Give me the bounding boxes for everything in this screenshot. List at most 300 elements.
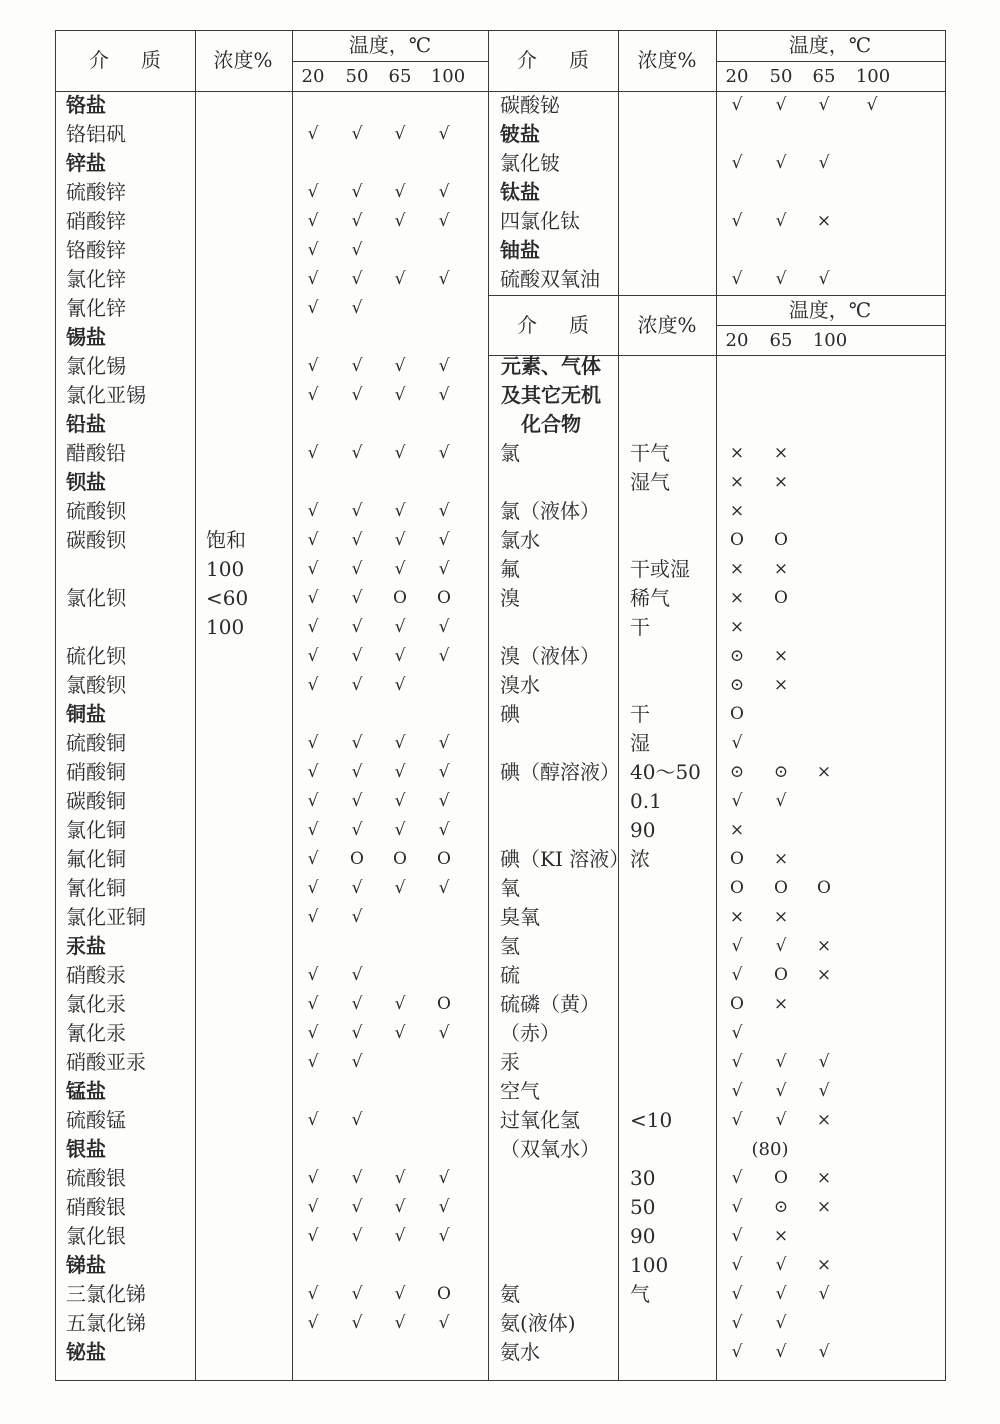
concentration-cell: 饱和 [206, 528, 246, 552]
rating-mark: √ [307, 588, 319, 608]
rating-mark: √ [307, 1284, 319, 1304]
concentration-cell: 浓 [630, 847, 650, 871]
rating-mark: √ [351, 211, 363, 231]
rating-mark: √ [775, 791, 787, 811]
table-row [55, 1106, 488, 1135]
section2-concentration-header: 浓度% [637, 313, 697, 337]
rating-mark: √ [307, 1110, 319, 1130]
rating-mark: √ [731, 1052, 743, 1072]
medium-cell: 硝酸汞 [66, 963, 126, 987]
table-row [488, 1106, 945, 1135]
rating-mark: O [774, 588, 788, 608]
category-label: 钛盐 [500, 180, 540, 204]
rating-mark: √ [351, 1313, 363, 1333]
rating-mark: √ [866, 95, 878, 115]
rating-mark: × [816, 1110, 832, 1130]
rating-mark: √ [307, 1197, 319, 1217]
medium-cell: 硫化钡 [66, 644, 126, 668]
table-row [488, 149, 945, 178]
rating-mark: √ [307, 762, 319, 782]
table-rule [716, 325, 945, 326]
rating-mark: O [393, 588, 407, 608]
rating-mark: √ [307, 675, 319, 695]
rating-mark: √ [775, 936, 787, 956]
table-row [488, 1193, 945, 1222]
rating-mark: √ [394, 646, 406, 666]
rating-mark: O [817, 878, 831, 898]
table-rule [945, 30, 946, 1381]
table-row [55, 1164, 488, 1193]
rating-mark: √ [351, 385, 363, 405]
table-rule [55, 30, 946, 31]
rating-mark: √ [351, 1284, 363, 1304]
rating-mark: √ [818, 1081, 830, 1101]
rating-mark: O [437, 849, 451, 869]
rating-mark: √ [731, 1197, 743, 1217]
rating-mark: √ [307, 530, 319, 550]
medium-cell: 碘（醇溶液） [500, 760, 620, 784]
category-label: 锡盐 [66, 325, 106, 349]
rating-mark: √ [351, 530, 363, 550]
table-row [488, 91, 945, 120]
section2-medium-header: 介 质 [517, 313, 595, 337]
rating-mark: √ [438, 646, 450, 666]
medium-cell: 五氯化锑 [66, 1311, 146, 1335]
table-row [55, 1019, 488, 1048]
rating-mark: √ [394, 385, 406, 405]
rating-mark: × [816, 1168, 832, 1188]
table-row [488, 497, 945, 526]
table-row [55, 961, 488, 990]
rating-mark: √ [351, 1110, 363, 1130]
rating-mark: O [393, 849, 407, 869]
rating-mark: √ [438, 1023, 450, 1043]
rating-mark: √ [394, 269, 406, 289]
rating-mark: √ [394, 182, 406, 202]
table-row [55, 1309, 488, 1338]
table-row [55, 758, 488, 787]
table-row [488, 1164, 945, 1193]
table-row [55, 410, 488, 439]
rating-mark: √ [818, 95, 830, 115]
left-medium-header: 介 质 [89, 48, 167, 72]
table-row [55, 990, 488, 1019]
rating-mark: √ [307, 559, 319, 579]
rating-mark: √ [731, 1255, 743, 1275]
rating-mark: O [730, 849, 744, 869]
table-row [488, 845, 945, 874]
category-label: 铬盐 [66, 93, 106, 117]
medium-cell: 空气 [500, 1079, 540, 1103]
rating-mark: √ [394, 1284, 406, 1304]
table-row [55, 468, 488, 497]
medium-cell: 碘 [500, 702, 520, 726]
medium-cell: 三氯化锑 [66, 1282, 146, 1306]
medium-cell: 氯 [500, 441, 520, 465]
rating-mark: √ [394, 443, 406, 463]
medium-cell: 氯化银 [66, 1224, 126, 1248]
medium-cell: 氯（液体） [500, 499, 600, 523]
section2-temp-100: 100 [812, 330, 848, 351]
rating-mark: √ [351, 501, 363, 521]
table-row [488, 990, 945, 1019]
rating-mark: √ [775, 1313, 787, 1333]
rating-mark: √ [731, 95, 743, 115]
concentration-cell: 湿 [630, 731, 650, 755]
rating-mark: O [730, 994, 744, 1014]
rating-mark: √ [394, 530, 406, 550]
rating-mark: √ [307, 617, 319, 637]
category-label: 银盐 [66, 1137, 106, 1161]
concentration-cell: <10 [630, 1108, 673, 1132]
category-label: 铅盐 [66, 412, 106, 436]
medium-cell: 硫酸钡 [66, 499, 126, 523]
section2-temp-65: 65 [769, 330, 793, 351]
table-row [55, 787, 488, 816]
table-row [55, 91, 488, 120]
table-row [55, 236, 488, 265]
table-row [488, 758, 945, 787]
rating-mark: √ [438, 559, 450, 579]
rating-mark: × [816, 1255, 832, 1275]
medium-cell: 硝酸锌 [66, 209, 126, 233]
rating-mark: √ [438, 385, 450, 405]
table-row [488, 352, 945, 381]
rating-mark: √ [394, 1023, 406, 1043]
rating-mark: √ [775, 1081, 787, 1101]
rating-mark: √ [351, 1197, 363, 1217]
rating-mark: √ [394, 1197, 406, 1217]
left-temp-50: 50 [345, 66, 369, 87]
rating-mark: √ [394, 501, 406, 521]
table-row [488, 903, 945, 932]
rating-mark: √ [731, 211, 743, 231]
rating-mark: × [773, 1226, 789, 1246]
concentration-cell: 干气 [630, 441, 670, 465]
concentration-cell: 90 [630, 818, 656, 842]
table-row [55, 439, 488, 468]
category-label: 铀盐 [500, 238, 540, 262]
medium-cell: 碘（KI 溶液） [500, 847, 630, 871]
rating-mark: √ [351, 1226, 363, 1246]
rating-mark: √ [307, 994, 319, 1014]
medium-cell: 氯化汞 [66, 992, 126, 1016]
rating-mark: O [774, 1168, 788, 1188]
rating-mark: √ [351, 269, 363, 289]
rating-mark: √ [351, 675, 363, 695]
rating-mark: √ [307, 1023, 319, 1043]
rating-mark: √ [307, 1052, 319, 1072]
rating-mark: O [730, 530, 744, 550]
rating-mark: √ [351, 1168, 363, 1188]
rating-mark: × [729, 443, 745, 463]
table-row [488, 700, 945, 729]
rating-mark: √ [438, 530, 450, 550]
rating-mark: √ [394, 675, 406, 695]
medium-cell: 硫 [500, 963, 520, 987]
rating-mark: √ [307, 356, 319, 376]
medium-cell: 过氧化氢 [500, 1108, 580, 1132]
rating-mark: √ [394, 124, 406, 144]
rating-mark: √ [731, 1313, 743, 1333]
rating-mark: √ [775, 211, 787, 231]
rating-mark: ⊙ [729, 762, 745, 782]
rating-mark: √ [307, 733, 319, 753]
rating-mark: √ [307, 849, 319, 869]
medium-cell: 硝酸银 [66, 1195, 126, 1219]
table-row [55, 642, 488, 671]
rating-mark: √ [307, 1313, 319, 1333]
rating-mark: O [774, 965, 788, 985]
table-row [55, 1280, 488, 1309]
table-row [488, 120, 945, 149]
table-row [488, 613, 945, 642]
medium-cell: 溴 [500, 586, 520, 610]
medium-cell: 氰化汞 [66, 1021, 126, 1045]
medium-cell: 氯化铜 [66, 818, 126, 842]
medium-cell: 氨水 [500, 1340, 540, 1364]
section2-temperature-header: 温度，℃ [788, 298, 872, 322]
table-row [55, 700, 488, 729]
rating-mark: × [816, 936, 832, 956]
rating-mark: √ [307, 182, 319, 202]
category-label: 铜盐 [66, 702, 106, 726]
rating-mark: √ [438, 878, 450, 898]
rating-mark: √ [438, 1197, 450, 1217]
rating-mark: × [729, 472, 745, 492]
left-temp-20: 20 [301, 66, 325, 87]
rating-mark: × [729, 617, 745, 637]
rating-mark: √ [438, 443, 450, 463]
right-medium-header: 介 质 [517, 48, 595, 72]
medium-cell: （双氧水） [500, 1137, 600, 1161]
rating-mark: √ [731, 269, 743, 289]
rating-mark: O [730, 878, 744, 898]
rating-mark: × [729, 820, 745, 840]
rating-mark: O [437, 1284, 451, 1304]
medium-cell: 汞 [500, 1050, 520, 1074]
rating-mark: √ [307, 791, 319, 811]
rating-mark: O [350, 849, 364, 869]
medium-cell: 氯酸钡 [66, 673, 126, 697]
rating-mark: √ [351, 994, 363, 1014]
rating-mark: √ [818, 269, 830, 289]
right-temp-50: 50 [769, 66, 793, 87]
medium-cell: 铬酸锌 [66, 238, 126, 262]
rating-mark: √ [438, 762, 450, 782]
rating-note: (80) [751, 1139, 789, 1160]
rating-mark: × [729, 907, 745, 927]
medium-cell: 氯化锌 [66, 267, 126, 291]
rating-mark: ⊙ [773, 762, 789, 782]
rating-mark: √ [438, 1168, 450, 1188]
table-row [488, 874, 945, 903]
concentration-cell: 100 [206, 557, 245, 581]
rating-mark: √ [731, 965, 743, 985]
rating-mark: √ [307, 385, 319, 405]
rating-mark: √ [351, 820, 363, 840]
rating-mark: √ [307, 501, 319, 521]
medium-cell: 臭氧 [500, 905, 540, 929]
medium-cell: 碳酸铜 [66, 789, 126, 813]
rating-mark: √ [351, 617, 363, 637]
medium-cell: 硫酸银 [66, 1166, 126, 1190]
rating-mark: √ [438, 820, 450, 840]
rating-mark: √ [351, 298, 363, 318]
table-row [488, 1280, 945, 1309]
medium-cell: 氯化钡 [66, 586, 126, 610]
concentration-cell: 40～50 [630, 760, 701, 784]
table-row [488, 526, 945, 555]
rating-mark: √ [775, 1110, 787, 1130]
table-row [488, 642, 945, 671]
table-row [488, 410, 945, 439]
table-row [488, 787, 945, 816]
medium-cell: 氟 [500, 557, 520, 581]
rating-mark: √ [731, 1342, 743, 1362]
rating-mark: √ [731, 153, 743, 173]
rating-mark: √ [351, 733, 363, 753]
rating-mark: √ [394, 356, 406, 376]
rating-mark: √ [818, 1052, 830, 1072]
concentration-cell: 50 [630, 1195, 656, 1219]
rating-mark: √ [307, 298, 319, 318]
table-row [55, 207, 488, 236]
category-label: 锰盐 [66, 1079, 106, 1103]
rating-mark: √ [351, 965, 363, 985]
left-concentration-header: 浓度% [213, 48, 273, 72]
category-label: 汞盐 [66, 934, 106, 958]
rating-mark: √ [438, 124, 450, 144]
rating-mark: √ [307, 269, 319, 289]
medium-cell: 溴水 [500, 673, 540, 697]
rating-mark: √ [307, 965, 319, 985]
table-row [55, 352, 488, 381]
table-row [55, 932, 488, 961]
rating-mark: × [773, 559, 789, 579]
rating-mark: √ [351, 646, 363, 666]
rating-mark: √ [351, 124, 363, 144]
medium-cell: 溴（液体） [500, 644, 600, 668]
rating-mark: × [773, 849, 789, 869]
rating-mark: √ [438, 791, 450, 811]
table-row [55, 584, 488, 613]
table-row [488, 729, 945, 758]
table-row [55, 845, 488, 874]
rating-mark: √ [775, 1342, 787, 1362]
medium-cell: （赤） [500, 1021, 560, 1045]
medium-cell: 硝酸亚汞 [66, 1050, 146, 1074]
rating-mark: √ [394, 820, 406, 840]
rating-mark: √ [775, 95, 787, 115]
rating-mark: √ [394, 994, 406, 1014]
medium-cell: 氟化铜 [66, 847, 126, 871]
rating-mark: √ [438, 617, 450, 637]
rating-mark: O [730, 704, 744, 724]
table-row [55, 555, 488, 584]
rating-mark: ⊙ [729, 646, 745, 666]
rating-mark: √ [731, 1226, 743, 1246]
rating-mark: √ [438, 182, 450, 202]
rating-mark: √ [351, 240, 363, 260]
medium-cell: 氨 [500, 1282, 520, 1306]
rating-mark: √ [394, 1226, 406, 1246]
category-label: 铍盐 [500, 122, 540, 146]
rating-mark: √ [731, 936, 743, 956]
rating-mark: × [816, 762, 832, 782]
table-row [55, 294, 488, 323]
rating-mark: √ [394, 211, 406, 231]
table-row [488, 207, 945, 236]
category-label: 元素、气体 [501, 354, 601, 378]
rating-mark: √ [394, 559, 406, 579]
table-row [488, 381, 945, 410]
rating-mark: √ [307, 124, 319, 144]
concentration-cell: 100 [206, 615, 245, 639]
table-rule [716, 61, 945, 62]
category-label: 铋盐 [66, 1340, 106, 1364]
rating-mark: √ [731, 1081, 743, 1101]
rating-mark: × [773, 907, 789, 927]
rating-mark: √ [351, 1023, 363, 1043]
concentration-cell: 100 [630, 1253, 669, 1277]
rating-mark: × [773, 994, 789, 1014]
medium-cell: 硫酸锌 [66, 180, 126, 204]
rating-mark: √ [394, 733, 406, 753]
rating-mark: √ [307, 1226, 319, 1246]
medium-cell: 氨(液体) [500, 1311, 576, 1335]
table-row [55, 1135, 488, 1164]
medium-cell: 氯化亚铜 [66, 905, 146, 929]
rating-mark: √ [775, 1052, 787, 1072]
concentration-cell: <60 [206, 586, 249, 610]
rating-mark: √ [351, 762, 363, 782]
table-row [55, 1251, 488, 1280]
rating-mark: × [816, 211, 832, 231]
table-row [488, 1048, 945, 1077]
left-temperature-header: 温度，℃ [348, 33, 432, 57]
medium-cell: 氯水 [500, 528, 540, 552]
table-row [55, 323, 488, 352]
table-row [55, 816, 488, 845]
category-label: 钡盐 [66, 470, 106, 494]
concentration-cell: 30 [630, 1166, 656, 1190]
table-row [55, 178, 488, 207]
table-row [488, 439, 945, 468]
medium-cell: 四氯化钛 [500, 209, 580, 233]
rating-mark: √ [307, 646, 319, 666]
rating-mark: √ [307, 820, 319, 840]
table-row [488, 1251, 945, 1280]
table-row [55, 1193, 488, 1222]
rating-mark: O [437, 994, 451, 1014]
table-row [488, 671, 945, 700]
rating-mark: √ [307, 240, 319, 260]
right-concentration-header: 浓度% [637, 48, 697, 72]
table-row [55, 1077, 488, 1106]
concentration-cell: 湿气 [630, 470, 670, 494]
rating-mark: √ [775, 269, 787, 289]
medium-cell: 醋酸铅 [66, 441, 126, 465]
rating-mark: √ [307, 443, 319, 463]
rating-mark: × [773, 472, 789, 492]
rating-mark: × [816, 965, 832, 985]
table-row [55, 149, 488, 178]
table-row [55, 613, 488, 642]
rating-mark: √ [394, 617, 406, 637]
table-rule [488, 295, 945, 296]
rating-mark: √ [351, 588, 363, 608]
